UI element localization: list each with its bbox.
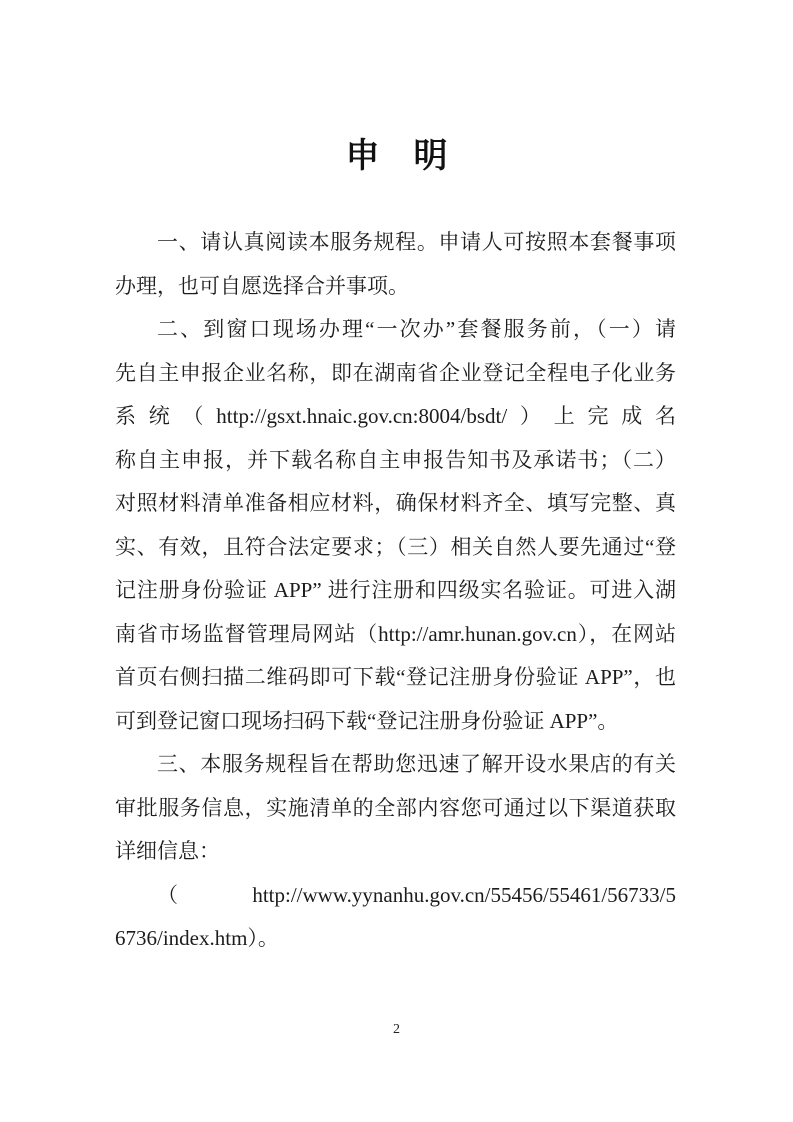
text-line: 6736/index.htm）。: [115, 926, 279, 950]
text-line: 二、到窗口现场办理“一次办”套餐服务前，（一）请: [157, 317, 676, 341]
text-line: 三、本服务规程旨在帮助您迅速了解开设水果店的有关: [157, 752, 676, 776]
text-line: 先自主申报企业名称，即在湖南省企业登记全程电子化业务: [115, 360, 676, 385]
body-text: [115, 221, 676, 961]
text-line: （http://www.yynanhu.gov.cn/55456/55461/56733/5: [157, 882, 676, 907]
text-line: 详细信息：: [115, 839, 220, 863]
paragraph: [115, 221, 676, 308]
paragraph: [115, 874, 676, 961]
text-line: 审批服务信息，实施清单的全部内容您可通过以下渠道获取: [115, 795, 676, 820]
document-title: 申 明: [345, 138, 448, 175]
text-line: 记注册身份验证 APP” 进行注册和四级实名验证。可进入湖: [115, 578, 676, 602]
text-line: 称自主申报，并下载名称自主申报告知书及承诺书；（二）: [115, 447, 676, 472]
text-line: 首页右侧扫描二维码即可下载“登记注册身份验证 APP”，也: [115, 665, 676, 689]
text-line: 系统（http://gsxt.hnaic.gov.cn:8004/bsdt/）上完成名: [115, 404, 676, 428]
text-line: 南省市场监督管理局网站（http://amr.hunan.gov.cn），在网站: [115, 621, 676, 646]
text-line: 对照材料清单准备相应材料，确保材料齐全、填写完整、真: [115, 491, 676, 515]
text-line: 一、请认真阅读本服务规程。申请人可按照本套餐事项: [157, 230, 676, 254]
text-line: 可到登记窗口现场扫码下载“登记注册身份验证 APP”。: [115, 708, 619, 733]
text-line: 实、有效，且符合法定要求；（三）相关自然人要先通过“登: [115, 534, 676, 559]
text-line: 办理，也可自愿选择合并事项。: [115, 273, 409, 298]
paragraph: [115, 308, 676, 743]
page-number: 2: [393, 1022, 400, 1037]
paragraph: [115, 743, 676, 874]
